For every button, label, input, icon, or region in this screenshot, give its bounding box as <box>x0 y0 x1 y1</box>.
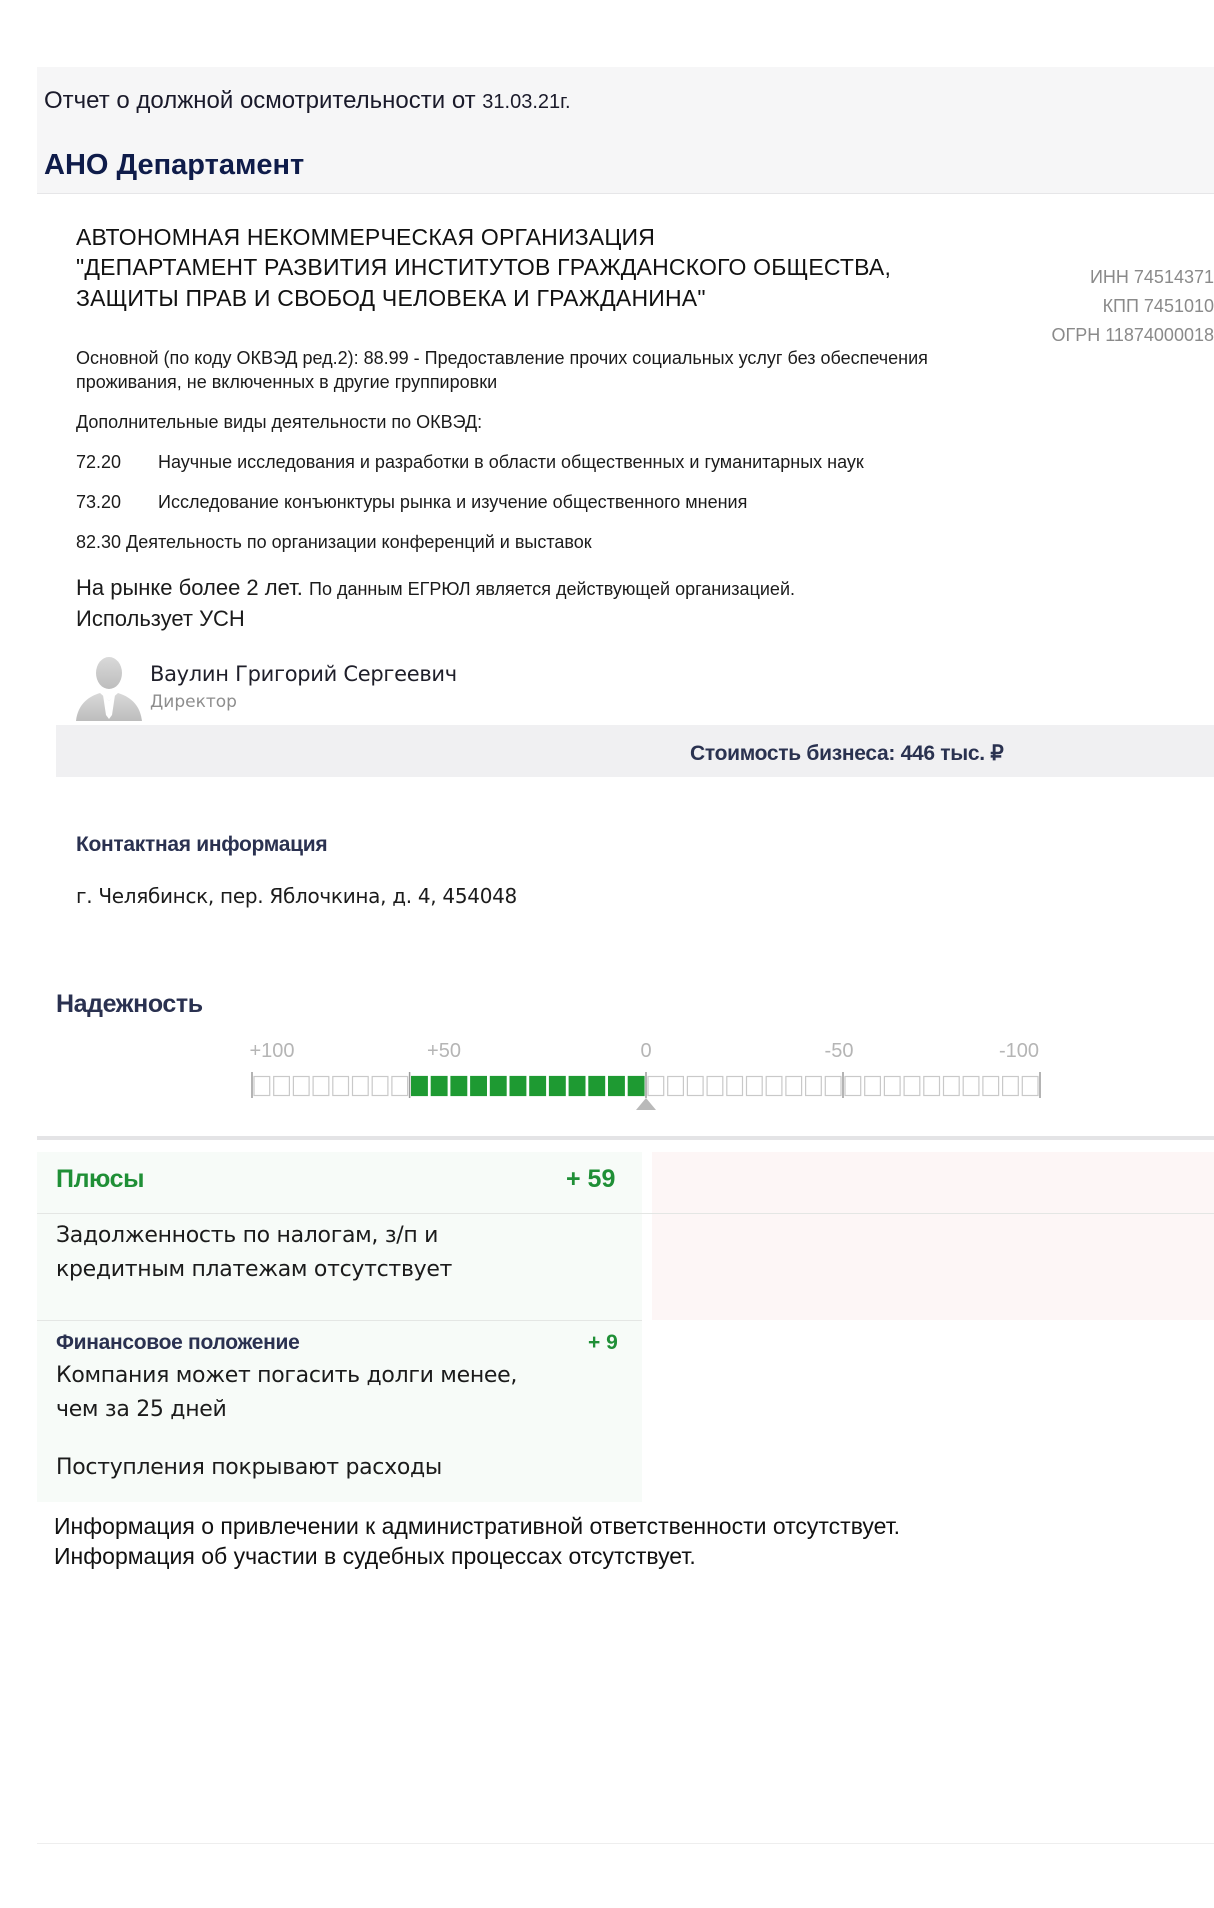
pluses-header-separator <box>37 1213 1214 1214</box>
reliability-segment <box>963 1077 979 1096</box>
reliability-segment <box>904 1077 920 1096</box>
reliability-segment <box>1022 1077 1038 1096</box>
report-title: Отчет о должной осмотрительности от 31.03.21г. <box>44 87 571 114</box>
reliability-segment-filled <box>609 1077 625 1096</box>
reliability-segment <box>274 1077 290 1096</box>
reliability-segment <box>648 1077 664 1096</box>
tax-regime: Использует УСН <box>76 606 245 631</box>
reliability-zero-marker-icon <box>636 1098 656 1110</box>
financial-item-line-2: чем за 25 дней <box>56 1397 227 1422</box>
reliability-segment-filled <box>569 1077 585 1096</box>
kpp-code: КПП 7451010 <box>1102 296 1214 316</box>
pluses-item-separator <box>37 1320 642 1321</box>
tick-plus-50: +50 <box>427 1040 461 1062</box>
pluses-title: Плюсы <box>56 1165 145 1193</box>
inn-code: ИНН 74514371 <box>1089 267 1214 287</box>
reliability-title: Надежность <box>56 990 203 1018</box>
reliability-segment-filled <box>628 1077 644 1096</box>
okved-desc-1: Научные исследования и разработки в области общественных и гуманитарных наук <box>158 452 864 472</box>
person-avatar-icon <box>74 651 144 721</box>
reliability-segment <box>392 1077 408 1096</box>
okved-code-1: 72.20 <box>76 452 122 472</box>
tick-zero: 0 <box>640 1040 652 1062</box>
reliability-segment <box>865 1077 881 1096</box>
tick-plus-100: +100 <box>249 1040 295 1062</box>
pluses-item-line-2: кредитным платежам отсутствует <box>56 1257 453 1282</box>
reliability-segment <box>944 1077 960 1096</box>
reliability-segment <box>353 1077 369 1096</box>
note-administrative: Информация о привлечении к административной ответственности отсутствует. <box>54 1513 901 1539</box>
reliability-segment <box>1003 1077 1019 1096</box>
reliability-segment <box>254 1077 270 1096</box>
business-value-bar <box>56 725 1214 777</box>
reliability-segment <box>983 1077 999 1096</box>
pluses-panel <box>37 1152 642 1502</box>
okved-main-line-2: проживания, не включенных в другие группировки <box>76 372 498 392</box>
okved-main-line-1: Основной (по коду ОКВЭД ред.2): 88.99 - Предоставление прочих социальных услуг без обеспечения <box>76 348 928 368</box>
reliability-segment <box>372 1077 388 1096</box>
director-name: Ваулин Григорий Сергеевич <box>150 662 457 686</box>
page-bottom-line <box>37 1843 1214 1844</box>
reliability-segment-filled <box>589 1077 605 1096</box>
okved-additional-title: Дополнительные виды деятельности по ОКВЭД: <box>76 412 483 432</box>
director-role: Директор <box>150 692 237 712</box>
report-date: 31.03.21г. <box>482 91 571 113</box>
reliability-segment-filled <box>431 1077 447 1096</box>
reliability-segment-filled <box>451 1077 467 1096</box>
reliability-segment-filled <box>530 1077 546 1096</box>
market-status: На рынке более 2 лет. По данным ЕГРЮЛ является действующей организацией. <box>76 575 795 600</box>
business-value: Стоимость бизнеса: 446 тыс. ₽ <box>690 742 1004 765</box>
reliability-segment-filled <box>550 1077 566 1096</box>
contact-title: Контактная информация <box>76 833 328 856</box>
reliability-segment <box>747 1077 763 1096</box>
org-name-line-3: ЗАЩИТЫ ПРАВ И СВОБОД ЧЕЛОВЕКА И ГРАЖДАНИНА" <box>76 285 706 311</box>
reliability-segment <box>924 1077 940 1096</box>
reliability-segment <box>333 1077 349 1096</box>
reliability-segment-filled <box>490 1077 506 1096</box>
reliability-segment <box>884 1077 900 1096</box>
okved-code-2: 73.20 <box>76 492 122 512</box>
reliability-segment <box>313 1077 329 1096</box>
org-name-line-2: "ДЕПАРТАМЕНТ РАЗВИТИЯ ИНСТИТУТОВ ГРАЖДАНСКОГО ОБЩЕСТВА, <box>76 254 892 280</box>
org-name-line-1: АВТОНОМНАЯ НЕКОММЕРЧЕСКАЯ ОРГАНИЗАЦИЯ <box>76 224 656 250</box>
tick-minus-100: -100 <box>998 1040 1040 1062</box>
pluses-item-line-1: Задолженность по налогам, з/п и <box>56 1223 439 1248</box>
financial-title: Финансовое положение <box>56 1331 300 1354</box>
okved-desc-2: Исследование конъюнктуры рынка и изучение общественного мнения <box>158 492 748 512</box>
company-short-name: АНО Департамент <box>44 149 305 181</box>
reliability-segment <box>806 1077 822 1096</box>
pluses-score: + 59 <box>566 1165 616 1193</box>
tick-minus-50: -50 <box>824 1040 854 1062</box>
reliability-segment <box>727 1077 743 1096</box>
contact-address: г. Челябинск, пер. Яблочкина, д. 4, 454048 <box>76 884 517 908</box>
minuses-panel <box>652 1152 1214 1320</box>
ogrn-code: ОГРН 11874000018 <box>1051 325 1214 345</box>
reliability-segment <box>293 1077 309 1096</box>
financial-score: + 9 <box>588 1331 618 1354</box>
reliability-segment <box>825 1077 841 1096</box>
reliability-segment <box>766 1077 782 1096</box>
okved-additional-inline: 82.30 Деятельность по организации конференций и выставок <box>76 532 592 552</box>
reliability-segment <box>707 1077 723 1096</box>
financial-extra: Поступления покрывают расходы <box>56 1455 442 1480</box>
note-court: Информация об участии в судебных процессах отсутствует. <box>54 1543 696 1569</box>
egrul-status: По данным ЕГРЮЛ является действующей организацией. <box>309 579 795 599</box>
reliability-segment <box>687 1077 703 1096</box>
reliability-segment-filled <box>412 1077 428 1096</box>
financial-item-line-1: Компания может погасить долги менее, <box>56 1363 518 1388</box>
reliability-scale <box>0 1066 1214 1112</box>
reliability-segment <box>845 1077 861 1096</box>
reliability-segment-filled <box>471 1077 487 1096</box>
reliability-segment-filled <box>510 1077 526 1096</box>
reliability-segment <box>786 1077 802 1096</box>
section-divider <box>37 1136 1214 1140</box>
reliability-segment <box>668 1077 684 1096</box>
